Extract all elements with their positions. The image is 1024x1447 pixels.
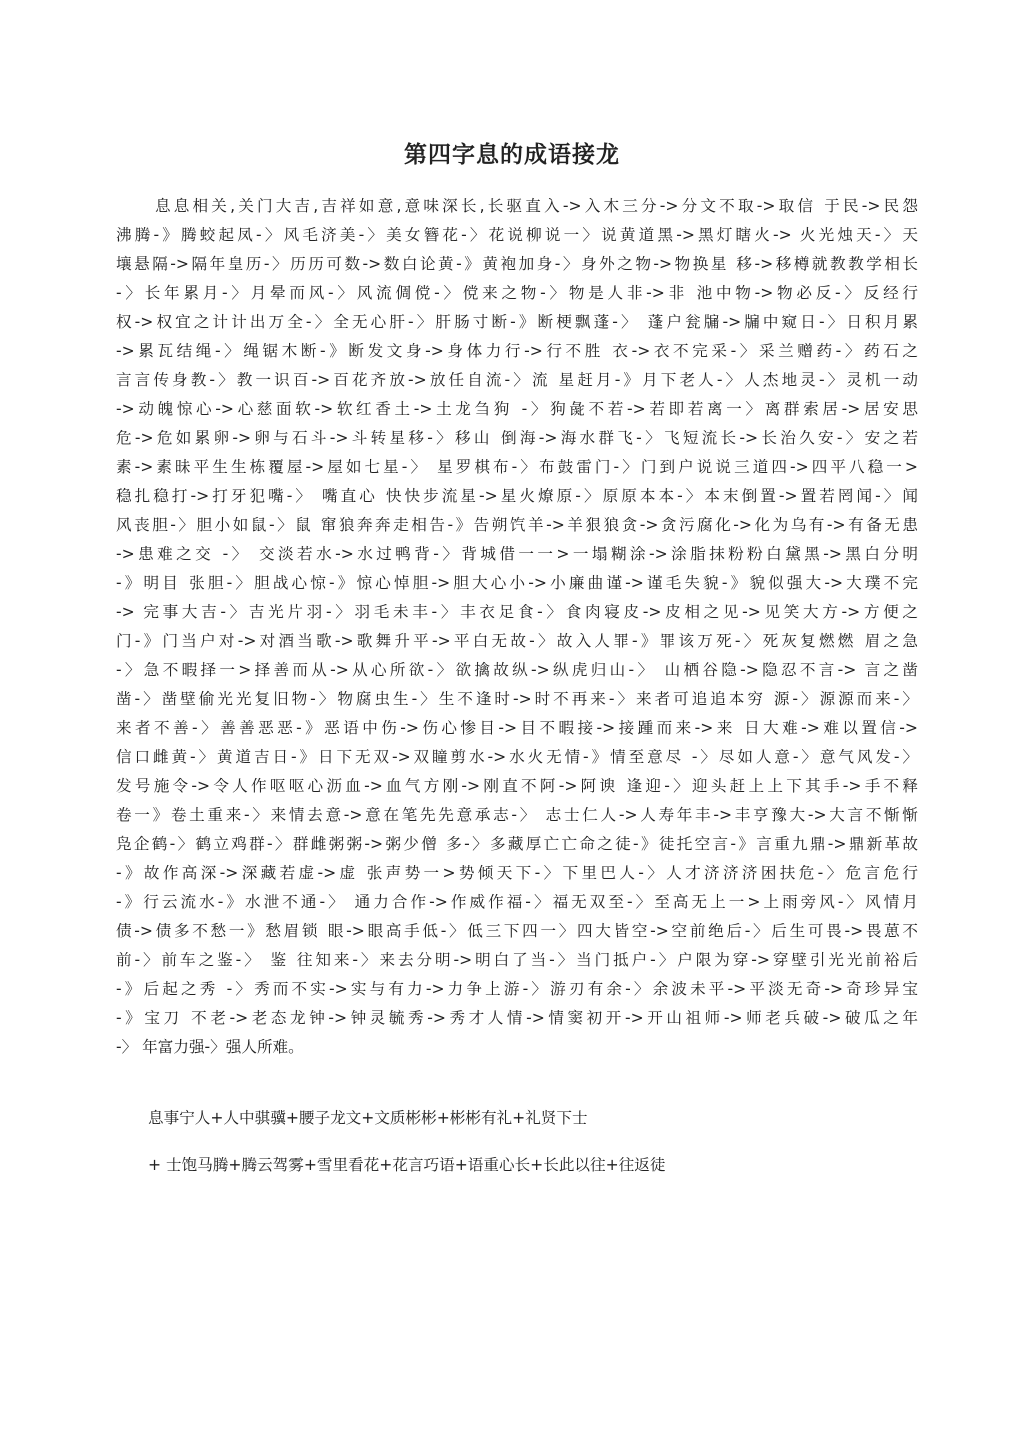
body-line: 风丧胆-〉胆小如鼠-〉鼠 窜狼奔奔走相告-》告朔饩羊->羊狠狼贪->贪污腐化->化为乌有->有备无患	[116, 516, 918, 534]
body-line: -〉长年累月-〉月晕而风-〉风流倜傥-〉傥来之物-〉物是人非->非 池中物->物必反-〉反经行	[116, 284, 918, 302]
body-line: -》宝刀 不老->老态龙钟->钟灵毓秀->秀才人情->情窦初开->开山祖师->师老兵破->破瓜之年	[116, 1009, 918, 1027]
body-line: -〉急不暇择一>择善而从->从心所欲-〉欲擒故纵->纵虎归山-〉 山栖谷隐->隐忍不言-> 言之凿	[116, 661, 918, 679]
idiom-chain-extra-line: + 士饱马腾+腾云驾雾+雪里看花+花言巧语+语重心长+长此以往+往返徒	[148, 1156, 666, 1174]
body-line: 前-〉前车之鉴-〉 鉴 往知来-〉来去分明->明白了当-〉当门抵户-〉户限为穿->穿壁引光光前裕后	[116, 951, 918, 969]
body-line: 壤悬隔->隔年皇历-〉历历可数->数白论黄-》黄袍加身-〉身外之物->物换星 移->移樽就教教学相长	[116, 255, 918, 273]
document-title: 第四字息的成语接龙	[404, 141, 620, 168]
body-line: -》行云流水-》水泄不通-〉 通力合作->作威作福-〉福无双至-〉至高无上一>上雨旁风-〉风情月	[116, 893, 918, 911]
idiom-chain-paragraph	[116, 192, 918, 1062]
body-line: ->累瓦结绳-〉绳锯木断-》断发文身->身体力行->行不胜 衣->衣不完采-〉采兰赠药-〉药石之	[116, 342, 918, 360]
body-line: 素->素昧平生生栋覆屋->屋如七星-〉 星罗棋布-〉布鼓雷门-〉门到户说说三道四->四平八稳一>	[116, 458, 918, 476]
body-line: 发号施令->令人作呕呕心沥血->血气方刚->刚直不阿->阿谀 逢迎-〉迎头赶上上下其手->手不释	[116, 777, 918, 795]
body-line: ->动魄惊心->心慈面软->软红香土->土龙刍狗 -〉狗彘不若->若即若离一〉离群索居->居安思	[116, 400, 918, 418]
body-line: 来者不善-〉善善恶恶-》恶语中伤->伤心惨目->目不暇接->接踵而来->来 日大难->难以置信->	[116, 719, 918, 737]
body-line: 门-》门当户对->对酒当歌->歌舞升平->平白无故-〉故入人罪-》罪该万死-〉死灰复燃燃 眉之急	[116, 632, 918, 650]
body-line: -》明目 张胆-〉胆战心惊-》惊心悼胆->胆大心小->小廉曲谨->谨毛失貌-》貌似强大->大璞不完	[116, 574, 918, 592]
body-line: 稳扎稳打->打牙犯嘴-〉 嘴直心 快快步流星->星火燎原-〉原原本本-〉本末倒置->置若罔闻-〉闻	[116, 487, 918, 505]
body-line: 卷一》卷土重来-〉来情去意->意在笔先先意承志-〉 志士仁人->人寿年丰->丰亨豫大->大言不惭惭	[116, 806, 918, 824]
body-line: 凫企鹤-〉鹤立鸡群-〉群雌粥粥->粥少僧 多-〉多藏厚亡亡命之徒-》徒托空言-》言重九鼎->鼎新革故	[116, 835, 918, 853]
body-line: 沸腾-》腾蛟起凤-〉风毛济美-〉美女簪花-〉花说柳说一〉说黄道黑->黑灯瞎火-> 火光烛天-〉天	[116, 226, 918, 244]
body-line: -> 完事大吉-〉吉光片羽-〉羽毛未丰-〉丰衣足食-〉食肉寝皮->皮相之见->见笑大方->方便之	[116, 603, 918, 621]
body-line: 危->危如累卵->卵与石斗->斗转星移-〉移山 倒海->海水群飞-〉飞短流长->长治久安-〉安之若	[116, 429, 918, 447]
body-line: ->患难之交 -〉 交淡若水->水过鸭背-〉背城借一一>一塌糊涂->涂脂抹粉粉白黛黑->黑白分明	[116, 545, 918, 563]
body-line: 凿-〉凿壁偷光光复旧物-〉物腐虫生-〉生不逢时->时不再来-〉来者可追追本穷 源-〉源源而来-〉	[116, 690, 918, 708]
body-line: 信口雌黄-〉黄道吉日-》日下无双->双瞳剪水->水火无情-》情至意尽 -〉尽如人意-〉意气风发-〉	[116, 748, 918, 766]
body-line: -》后起之秀 -〉秀而不实->实与有力->力争上游-〉游刃有余-〉余波未平->平淡无奇->奇珍异宝	[116, 980, 918, 998]
body-line: 权->权宜之计计出万全-〉全无心肝-〉肝肠寸断-》断梗飘蓬-〉 蓬户瓮牖->牖中窥日-〉日积月累	[116, 313, 918, 331]
idiom-chain-extra-line: 息事宁人+人中骐骥+腰子龙文+文质彬彬+彬彬有礼+礼贤下士	[148, 1109, 588, 1127]
body-line: -》故作高深->深藏若虚->虚 张声势一>势倾天下-〉下里巴人-〉人才济济济困扶危-〉危言危行	[116, 864, 918, 882]
body-line: -〉 年富力强-〉强人所难。	[116, 1038, 304, 1056]
body-line: 债->债多不愁一》愁眉锁 眼->眼高手低-〉低三下四一〉四大皆空->空前绝后-〉后生可畏->畏葸不	[116, 922, 918, 940]
body-line: 言言传身教-〉教一识百->百花齐放->放任自流-〉流 星赶月-》月下老人-〉人杰地灵-〉灵机一动	[116, 371, 918, 389]
body-line: 息息相关,关门大吉,吉祥如意,意味深长,长驱直入->入木三分->分文不取->取信 于民->民怨	[155, 197, 918, 215]
